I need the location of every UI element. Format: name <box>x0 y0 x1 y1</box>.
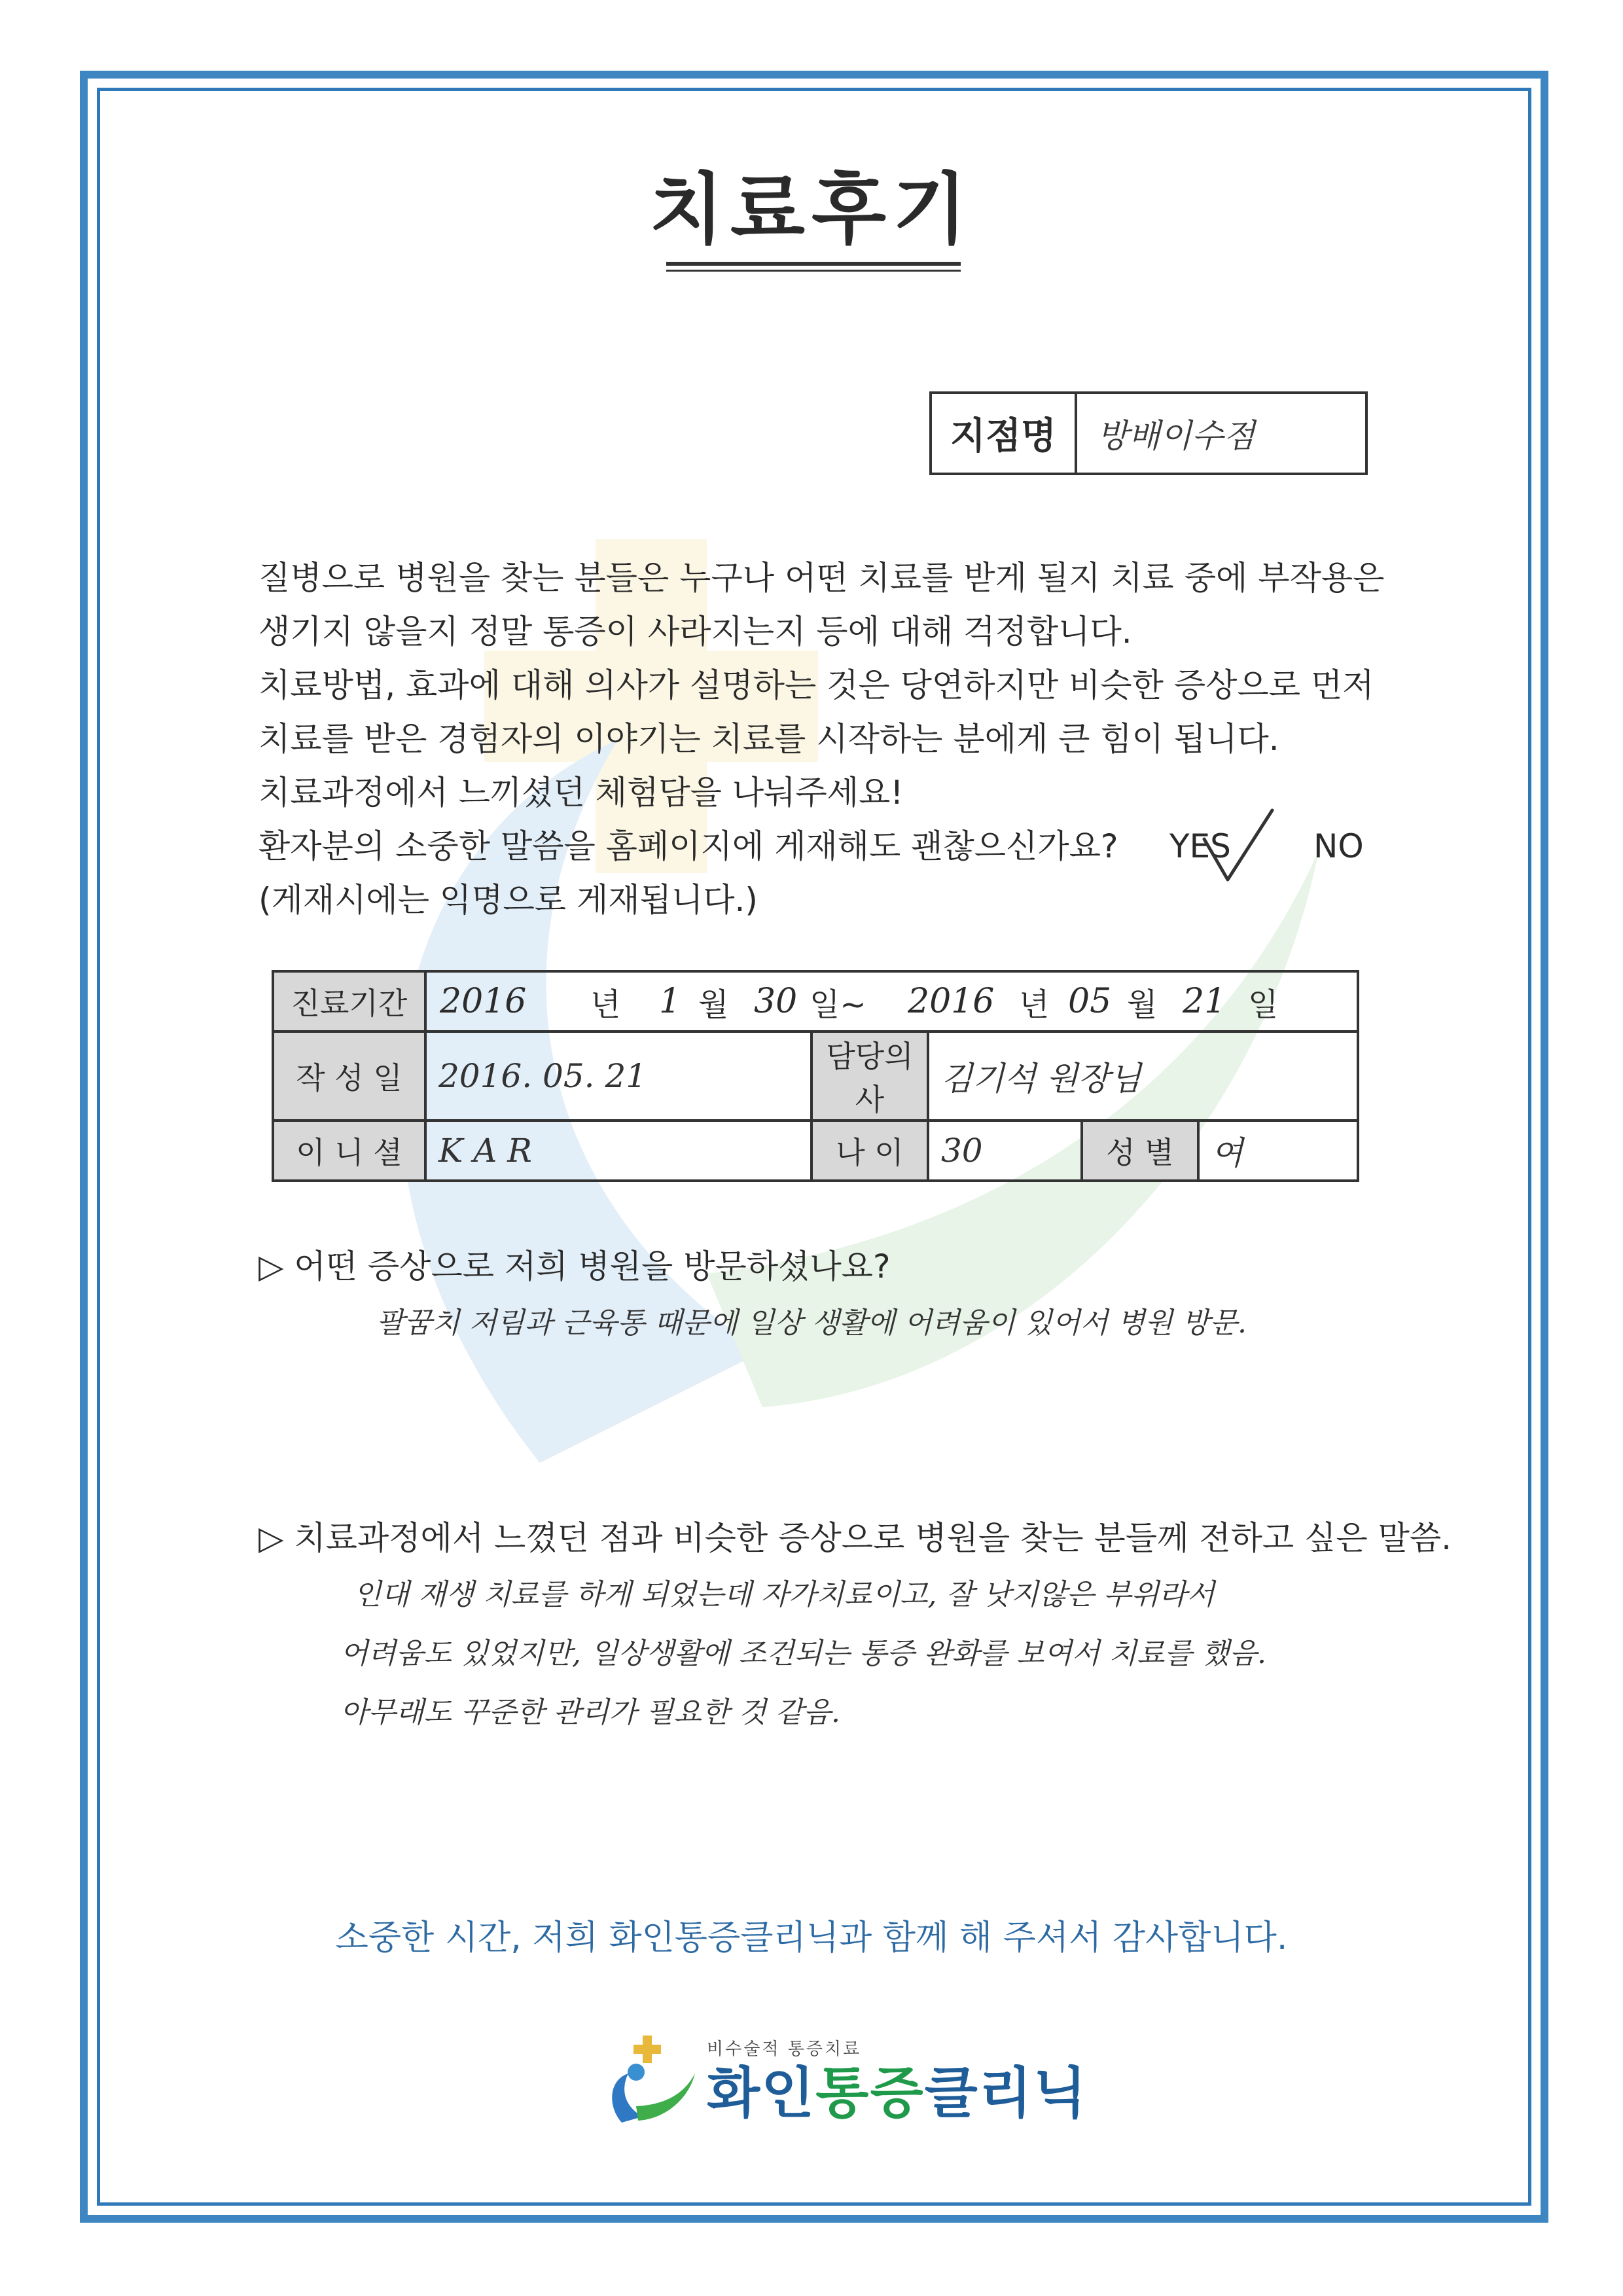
period-end-month: 05 <box>1068 982 1112 1021</box>
consent-no-option[interactable]: NO <box>1313 827 1364 865</box>
doctor-value[interactable]: 김기석 원장님 <box>928 1031 1358 1121</box>
gender-value[interactable]: 여 <box>1198 1121 1358 1181</box>
intro-line: 치료과정에서 느끼셨던 체험담을 나눠주세요! <box>259 774 904 812</box>
period-month-unit: 월 <box>698 986 729 1023</box>
age-value[interactable]: 30 <box>928 1121 1082 1181</box>
logo-name-part: 통증 <box>815 2061 925 2125</box>
branch-label: 지점명 <box>932 394 1077 473</box>
clinic-logo <box>602 2034 1088 2126</box>
intro-line: 질병으로 병원을 찾는 분들은 누구나 어떤 치료를 받게 될지 치료 중에 부작용은 <box>259 559 1385 597</box>
consent-yes-option[interactable]: YES <box>1169 827 1231 865</box>
anonymous-note: (게재시에는 익명으로 게재됩니다.) <box>259 881 758 919</box>
thanks-message: 소중한 시간, 저희 화인통증클리닉과 함께 해 주셔서 감사합니다. <box>335 1918 1288 1958</box>
gender-label: 성 별 <box>1082 1121 1198 1181</box>
branch-box <box>929 391 1368 475</box>
answer-message-line[interactable]: 어려움도 있었지만, 일상생활에 조건되는 통증 완화를 보여서 치료를 했음. <box>340 1637 1266 1670</box>
page-title: 치료후기 <box>649 164 974 255</box>
answer-message-line[interactable]: 인대 재생 치료를 하게 되었는데 자가치료이고, 잘 낫지않은 부위라서 <box>353 1578 1215 1611</box>
logo-name <box>707 2060 1088 2126</box>
checkmark-icon <box>1199 806 1277 885</box>
period-end-day: 21 <box>1183 982 1226 1021</box>
title-underline <box>666 262 961 266</box>
period-end-month-unit: 월 <box>1127 986 1158 1023</box>
intro-line: 생기지 않을지 정말 통증이 사라지는지 등에 대해 걱정합니다. <box>259 613 1132 651</box>
answer-message-line[interactable]: 아무래도 꾸준한 관리가 필요한 것 같음. <box>340 1696 840 1729</box>
doctor-label: 담당의사 <box>812 1031 928 1121</box>
period-start-year: 2016 <box>440 982 527 1021</box>
period-label: 진료기간 <box>273 971 425 1031</box>
answer-visit-reason[interactable]: 팔꿈치 저림과 근육통 때문에 일상 생활에 어려움이 있어서 병원 방문. <box>376 1306 1247 1340</box>
period-end-year-unit: 년 <box>1019 986 1050 1023</box>
initial-label: 이 니 셜 <box>273 1121 425 1181</box>
consent-question: 환자분의 소중한 말씀을 홈페이지에 게재해도 괜찮으신가요? <box>259 827 1118 865</box>
table-row <box>273 1031 1358 1121</box>
table-row <box>273 1121 1358 1181</box>
logo-subtitle: 비수술적 통증치료 <box>707 2039 862 2059</box>
period-day-unit: 일~ <box>810 986 866 1023</box>
branch-value[interactable]: 방배이수점 <box>1097 417 1255 455</box>
period-start-month: 1 <box>659 982 681 1021</box>
period-year-unit: 년 <box>590 986 621 1023</box>
written-date-value[interactable]: 2016. 05. 21 <box>425 1031 812 1121</box>
title-underline-thin <box>666 270 961 272</box>
question-message: ▷ 치료과정에서 느꼈던 점과 비슷한 증상으로 병원을 찾는 분들께 전하고 싶은 말씀. <box>259 1519 1452 1557</box>
initial-value[interactable]: K A R <box>425 1121 812 1181</box>
period-end-year: 2016 <box>908 982 995 1021</box>
age-label: 나 이 <box>812 1121 928 1181</box>
intro-line: 치료를 받은 경험자의 이야기는 치료를 시작하는 분에게 큰 힘이 됩니다. <box>259 720 1279 758</box>
period-start-day: 30 <box>754 982 798 1021</box>
patient-info-table <box>272 970 1359 1182</box>
intro-line: 치료방법, 효과에 대해 의사가 설명하는 것은 당연하지만 비슷한 증상으로 먼저 <box>259 666 1374 704</box>
clinic-logo-icon <box>602 2034 700 2126</box>
period-value[interactable] <box>425 971 1358 1031</box>
logo-name-part: 화인 <box>707 2061 816 2125</box>
logo-name-part: 클리닉 <box>924 2061 1088 2125</box>
written-date-label: 작 성 일 <box>273 1031 425 1121</box>
table-row <box>273 971 1358 1031</box>
question-visit-reason: ▷ 어떤 증상으로 저희 병원을 방문하셨나요? <box>259 1247 891 1285</box>
period-end-day-unit: 일 <box>1248 986 1279 1023</box>
